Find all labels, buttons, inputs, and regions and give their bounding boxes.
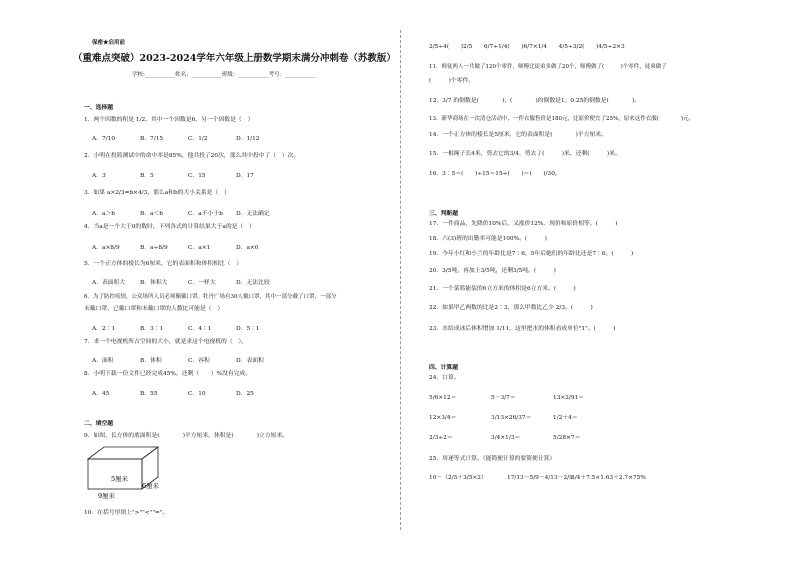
option-d[interactable]: D．无法确定	[236, 211, 270, 217]
column-divider	[400, 30, 401, 530]
oral-calc-1: 5/6×12＝	[429, 395, 457, 401]
option-b[interactable]: B．55	[140, 391, 158, 397]
question-4: 4．当a是一个大于0的数时，下列各式的计算结果大于a的是（ ）	[84, 224, 255, 230]
option-d[interactable]: D．a×0	[236, 245, 259, 251]
option-b[interactable]: B．5	[140, 173, 154, 179]
option-c[interactable]: C．1/2	[188, 136, 208, 142]
option-a[interactable]: A．7/10	[92, 136, 116, 142]
option-d[interactable]: D．17	[236, 173, 254, 179]
question-2-options	[92, 170, 284, 179]
question-24: 24．口算。	[429, 375, 460, 381]
oral-calc-4: 12×3/4＝	[429, 415, 457, 421]
option-c[interactable]: C．容积	[188, 358, 210, 364]
question-6-line-1: 6．为了防控疫情，公众场所人员必须佩戴口罩。牡丹广场有30人戴口罩，其中一部分戴了口罩，一部分	[84, 294, 337, 300]
oral-calc-9: 5/28×7＝	[553, 435, 581, 441]
question-6-line-2: 未戴口罩，已戴口罩和未戴口罩的人数比可能是（ ）	[84, 306, 224, 312]
oral-calc-2: 5－3/7＝	[491, 395, 516, 401]
student-info-line: 学校:___________姓名：___________班级：___________考号：___________	[132, 72, 316, 78]
stepwise-calc-3: 3/4＋7.5×1.63＋2.7×75%	[571, 475, 646, 481]
option-c[interactable]: C．15	[188, 173, 206, 179]
option-a[interactable]: A．45	[92, 391, 110, 397]
question-15: 15．一根绳子长4米，剪去它的3/4，剪去了( )米，还剩( )米。	[429, 151, 621, 157]
question-1-options	[92, 133, 284, 142]
right-column	[403, 0, 794, 562]
option-b[interactable]: B．7/15	[140, 136, 164, 142]
option-b[interactable]: B．体积大	[140, 280, 168, 286]
section-judge-title: 三、判断题	[429, 211, 458, 217]
oral-calc-5: 3/13×26/37＝	[491, 415, 532, 421]
question-4-options	[92, 242, 284, 251]
question-10-comparisons: 2/5÷4( )2/5 6/7÷1/4( )6/7×1/4 4/5÷3/2( )4/5÷2×3	[429, 44, 625, 50]
option-d[interactable]: D．25	[236, 391, 254, 397]
oral-calc-6: 1/2＋4＝	[553, 415, 578, 421]
stepwise-calc-2: 17/13－5/9－4/13－2/9	[507, 475, 573, 481]
option-a[interactable]: A．2∶1	[92, 326, 116, 332]
question-22: 22．如果甲乙两数的比是2∶3，那么甲数比乙少 2/3。( )	[429, 305, 593, 311]
question-5: 5．一个正方体的棱长为6厘米，它的表面积和体积相比（ ）	[84, 261, 243, 267]
question-18: 18．六(3)班的出勤率可能是100%。( )	[429, 236, 547, 242]
question-2: 2．小明在投篮测试中的命中率是85%，他共投了20次，那么其中投中了（ ）次。	[84, 153, 300, 159]
question-7: 7．求一个电视机所占空间的大小，就是求这个电视机的（ ）。	[84, 339, 248, 345]
option-b[interactable]: B．体积	[140, 358, 162, 364]
secret-label: 保密★启用前	[92, 40, 126, 46]
option-d[interactable]: D．无法比较	[236, 280, 270, 286]
option-c[interactable]: C．一样大	[188, 280, 216, 286]
cuboid-length-label: 9厘米	[98, 492, 116, 500]
cuboid-height-label: 5厘米	[111, 475, 129, 483]
option-b[interactable]: B．a＜b	[140, 211, 164, 217]
section-fill-title: 二、填空题	[84, 421, 113, 427]
oral-calc-8: 3/4×1/3＝	[491, 435, 521, 441]
cuboid-diagram	[84, 443, 174, 505]
question-9: 9．如图，长方体的底面积是( )平方厘米，体积是( )立方厘米。	[84, 433, 289, 439]
option-c[interactable]: C．10	[188, 391, 206, 397]
option-a[interactable]: A．3	[92, 173, 106, 179]
question-13: 13．新华商场在一次清仓活动中，一件衣服售价是180元，比原价便宜了25%，原来这件衣服( )元。	[429, 116, 695, 122]
question-7-options	[92, 355, 284, 364]
oral-calc-7: 2/3÷2＝	[429, 435, 453, 441]
question-11-line-1: 11．师徒两人一共做了120个零件，师傅比徒弟多做了20个，师傅做了( )个零件，徒弟做了	[429, 64, 667, 70]
section-choice-title: 一、选择题	[84, 105, 113, 111]
option-a[interactable]: A．a＞b	[92, 211, 115, 217]
option-c[interactable]: C．a×1	[188, 245, 211, 251]
option-b[interactable]: B．a÷8/9	[140, 245, 168, 251]
option-d[interactable]: D．5∶1	[236, 326, 260, 332]
question-23: 23．水结成冰后体积增加 1/11，这里把水的体积看成单位"1"。( )	[429, 326, 616, 332]
option-d[interactable]: D．1/12	[236, 136, 260, 142]
question-14: 14．一个正方体的棱长是5厘米，它的表面积是( )平方厘米。	[429, 132, 607, 138]
option-a[interactable]: A．a×8/9	[92, 245, 120, 251]
option-d[interactable]: D．表面积	[236, 358, 264, 364]
question-1: 1．两个因数的积是 1/2，其中一个因数是6，另一个因数是（ ）	[84, 117, 254, 123]
question-25: 25．用递等式计算。（能简便计算的要简便计算）	[429, 456, 556, 462]
question-8-options	[92, 388, 284, 397]
question-11-line-2: ( )个零件。	[429, 78, 475, 84]
question-16: 16．3∶5＝( )÷15＝15÷( )＝( )/30。	[429, 171, 561, 177]
section-calc-title: 四、计算题	[429, 365, 458, 371]
question-19: 19．今年小红和小兰的年龄比是7∶6，5年后她们的年龄比还是7∶6。( )	[429, 251, 634, 257]
stepwise-calc-1: 10－（2/5＋3/5×2）	[429, 475, 487, 481]
question-6-options	[92, 323, 284, 332]
exam-title: （重难点突破）2023-2024学年六年级上册数学期末满分冲刺卷（苏教版）	[73, 53, 396, 64]
question-12: 12．3/7 的倒数是( )；( )的倒数是1；0.25的倒数是( )。	[429, 98, 641, 104]
option-a[interactable]: A．表面积大	[92, 280, 126, 286]
option-a[interactable]: A．面积	[92, 358, 114, 364]
question-3-options	[92, 208, 284, 217]
question-17: 17．一件商品，先降价10%后，又涨价12%，现价和原价相等。( )	[429, 221, 618, 227]
question-3: 3．如果 a×2/3=b×4/3，那么a和b的大小关系是（ ）	[84, 190, 230, 196]
option-b[interactable]: B．3∶1	[140, 326, 164, 332]
question-21: 21．一个菜篮能装的6立方米的体积是6立方米。( )	[429, 286, 576, 292]
option-c[interactable]: C．4∶1	[188, 326, 212, 332]
question-5-options	[92, 277, 284, 286]
option-c[interactable]: C．a不小于b	[188, 211, 223, 217]
question-20: 20．3/5吨，再加上3/5吨，还剩3/5吨。( )	[429, 268, 556, 274]
oral-calc-3: 13×2/91＝	[553, 395, 585, 401]
cuboid-width-label: 6厘米	[142, 482, 160, 490]
question-8: 8．小明下载一份文件已经完成45%，还剩（ ）%没有完成。	[84, 371, 252, 377]
question-10: 10．在括号里填上">""<""="。	[84, 510, 169, 516]
